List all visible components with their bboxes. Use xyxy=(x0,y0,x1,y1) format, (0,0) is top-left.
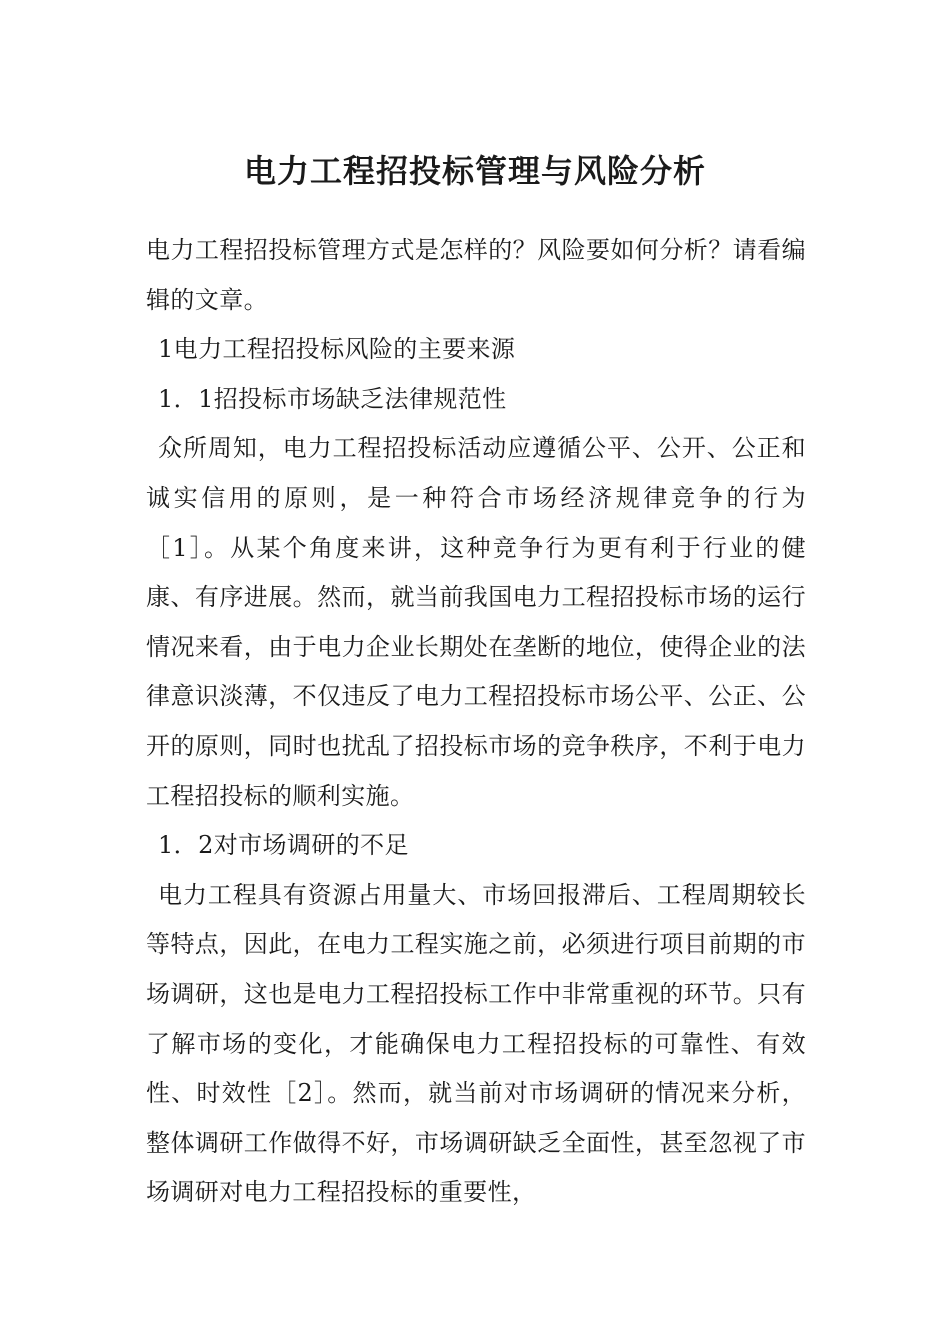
subsection-heading-1-1: 1．1招投标市场缺乏法律规范性 xyxy=(158,384,507,413)
section-heading-1: 1电力工程招投标风险的主要来源 xyxy=(158,335,516,364)
body-paragraph-1-1: 众所周知，电力工程招投标活动应遵循公平、公开、公正和诚实信用的原则，是一种符合市场经济规律竞争的行为［1］。从某个角度来讲，这种竞争行为更有利于行业的健康、有序进展。然而，就当前我国电力工程招投标市场的运行情况来看，由于电力企业长期处在垄断的地位，使得企业的法律意识淡薄，不仅违反了电力工程招投标市场公平、公正、公开的原则，同时也扰乱了招投标市场的竞争秩序，不利于电力工程招投标的顺利实施。 xyxy=(146,434,806,810)
document-body xyxy=(146,226,806,1218)
document-title: 电力工程招投标管理与风险分析 xyxy=(243,152,706,191)
body-paragraph-1-2: 电力工程具有资源占用量大、市场回报滞后、工程周期较长等特点，因此，在电力工程实施之前，必须进行项目前期的市场调研，这也是电力工程招投标工作中非常重视的环节。只有了解市场的变化，才能确保电力工程招投标的可靠性、有效性、时效性［2］。然而，就当前对市场调研的情况来分析，整体调研工作做得不好，市场调研缺乏全面性，甚至忽视了市场调研对电力工程招投标的重要性， xyxy=(146,880,806,1207)
subsection-heading-1-2: 1．2对市场调研的不足 xyxy=(158,831,409,860)
intro-paragraph: 电力工程招投标管理方式是怎样的？风险要如何分析？请看编辑的文章。 xyxy=(146,236,806,314)
